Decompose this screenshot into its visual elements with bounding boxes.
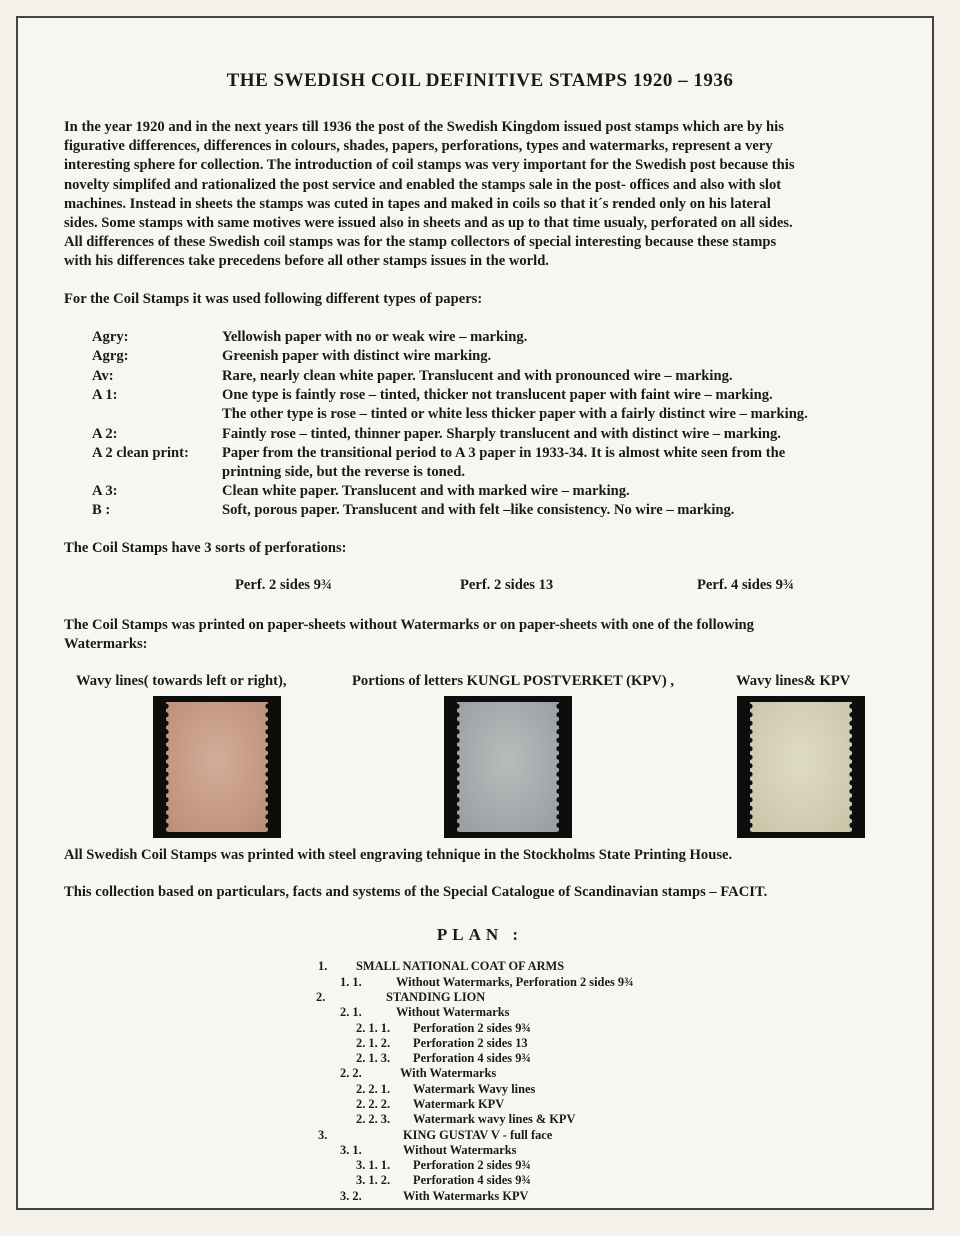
perforation-item: Perf. 4 sides 9¾ — [697, 577, 794, 593]
plan-text: Perforation 2 sides 13 — [413, 1036, 528, 1050]
plan-text: With Watermarks — [400, 1066, 497, 1080]
plan-number: 3. 2. — [340, 1189, 362, 1203]
intro-line: machines. Instead in sheets the stamps was cuted in tapes and maked in coils so that it´s rended only on his lateral — [64, 195, 771, 212]
plan-text: Perforation 4 sides 9¾ — [413, 1173, 531, 1187]
stamp-perforation — [556, 702, 562, 832]
plan-number: 2. 2. — [340, 1066, 362, 1080]
plan-number: 2. — [316, 990, 326, 1004]
stamp-paper — [166, 702, 268, 832]
watermarks-heading-cont: Watermarks: — [64, 636, 148, 652]
stamp-perforation — [265, 702, 271, 832]
plan-number: 1. 1. — [340, 975, 362, 989]
paper-desc: Greenish paper with distinct wire marking. — [222, 348, 492, 364]
perforation-item: Perf. 2 sides 9¾ — [235, 577, 332, 593]
stamp-perforation — [849, 702, 855, 832]
plan-title: PLAN : — [436, 925, 524, 944]
plan-text: Without Watermarks — [403, 1143, 517, 1157]
intro-line: In the year 1920 and in the next years till 1936 the post of the Swedish Kingdom issued post stamps which are by his — [64, 119, 784, 135]
paper-code: A 2: — [92, 426, 118, 442]
intro-line: sides. Some stamps with same motives were issued also in sheets and as up to that time usualy, perforated on all sides. — [64, 215, 793, 232]
stamp-paper — [750, 702, 852, 832]
paper-code: B : — [92, 502, 111, 518]
stamp-image — [153, 696, 281, 838]
plan-number: 3. 1. 2. — [356, 1173, 391, 1187]
paper-code: A 2 clean print: — [92, 445, 189, 461]
plan-text: Watermark Wavy lines — [413, 1082, 536, 1096]
paper-desc: Faintly rose – tinted, thinner paper. Sharply translucent and with distinct wire – marking. — [222, 426, 781, 442]
paper-desc: Rare, nearly clean white paper. Translucent and with pronounced wire – marking. — [222, 368, 733, 384]
paper-code: A 1: — [92, 387, 118, 403]
paper-desc: One type is faintly rose – tinted, thicker not translucent paper with faint wire – marking. — [222, 387, 773, 403]
paper-desc: Clean white paper. Translucent and with marked wire – marking. — [222, 483, 630, 499]
catalogue-note: This collection based on particulars, facts and systems of the Special Catalogue of Scandinavian stamps – FACIT. — [64, 884, 768, 900]
intro-line: novelty simplifed and rationalized the post service and enabled the stamps sale in the post- offices and also with slot — [64, 176, 782, 193]
plan-text: Watermark KPV — [413, 1097, 505, 1111]
perforation-item: Perf. 2 sides 13 — [460, 577, 554, 593]
watermark-label-wavy: Wavy lines( towards left or right), — [76, 673, 287, 689]
plan-number: 2. 1. — [340, 1005, 362, 1019]
intro-line: with his differences take precedens before all other stamps issues in the world. — [64, 253, 549, 270]
paper-desc: printning side, but the reverse is toned. — [222, 464, 465, 480]
engraving-note: All Swedish Coil Stamps was printed with steel engraving tehnique in the Stockholms State Printing House. — [64, 847, 733, 863]
intro-line: All differences of these Swedish coil stamps was for the stamp collectors of special interesting because these stamps — [64, 234, 777, 251]
plan-text: SMALL NATIONAL COAT OF ARMS — [356, 959, 565, 973]
plan-number: 1. — [318, 959, 328, 973]
plan-number: 3. — [318, 1128, 328, 1142]
page-title: THE SWEDISH COIL DEFINITIVE STAMPS 1920 – 1936 — [226, 70, 734, 91]
stamp-perforation — [747, 702, 753, 832]
papers-heading: For the Coil Stamps it was used following different types of papers: — [64, 291, 483, 307]
plan-number: 2. 1. 1. — [356, 1021, 391, 1035]
stamp-image — [737, 696, 865, 838]
watermark-label-wavy-kpv: Wavy lines& KPV — [736, 673, 851, 689]
intro-paragraph — [64, 118, 906, 272]
paper-desc: The other type is rose – tinted or white less thicker paper with a fairly distinct wire – marking. — [222, 406, 808, 422]
plan-number: 2. 2. 1. — [356, 1082, 391, 1096]
plan-text: Watermark wavy lines & KPV — [413, 1112, 576, 1126]
plan-text: Perforation 2 sides 9¾ — [413, 1021, 531, 1035]
stamp-image — [444, 696, 572, 838]
stamp-perforation — [163, 702, 169, 832]
plan-text: Perforation 2 sides 9¾ — [413, 1158, 531, 1172]
paper-code: Av: — [92, 368, 114, 384]
stamp-paper — [457, 702, 559, 832]
paper-code: Agry: — [92, 329, 129, 345]
paper-desc: Paper from the transitional period to A 3 paper in 1933-34. It is almost white seen from the — [222, 445, 786, 461]
plan-number: 2. 2. 3. — [356, 1112, 391, 1126]
perforations-heading: The Coil Stamps have 3 sorts of perforations: — [64, 540, 347, 556]
plan-text: STANDING LION — [386, 990, 486, 1004]
plan-text: Without Watermarks — [396, 1005, 510, 1019]
plan-number: 2. 1. 2. — [356, 1036, 391, 1050]
plan-number: 3. 1. 1. — [356, 1158, 391, 1172]
plan-text: Without Watermarks, Perforation 2 sides 9¾ — [396, 975, 634, 989]
plan-number: 3. 1. — [340, 1143, 362, 1157]
plan-text: Perforation 4 sides 9¾ — [413, 1051, 531, 1065]
plan-text: KING GUSTAV V - full face — [403, 1128, 553, 1142]
paper-desc: Yellowish paper with no or weak wire – marking. — [222, 329, 528, 345]
paper-desc: Soft, porous paper. Translucent and with felt –like consistency. No wire – marking. — [222, 502, 735, 518]
paper-code: A 3: — [92, 483, 118, 499]
plan-number: 2. 2. 2. — [356, 1097, 391, 1111]
intro-line: interesting sphere for collection. The introduction of coil stamps was very important for the Swedish post because this — [64, 157, 795, 174]
plan-text: With Watermarks KPV — [403, 1189, 529, 1203]
watermarks-heading: The Coil Stamps was printed on paper-sheets without Watermarks or on paper-sheets with one of the following — [64, 617, 754, 633]
watermark-label-kpv: Portions of letters KUNGL POSTVERKET (KPV) , — [352, 673, 674, 689]
stamp-perforation — [454, 702, 460, 832]
plan-number: 2. 1. 3. — [356, 1051, 391, 1065]
intro-line: figurative differences, differences in colours, shades, papers, perforations, types and watermarks, represent a very — [64, 138, 773, 155]
paper-code: Agrg: — [92, 348, 129, 364]
